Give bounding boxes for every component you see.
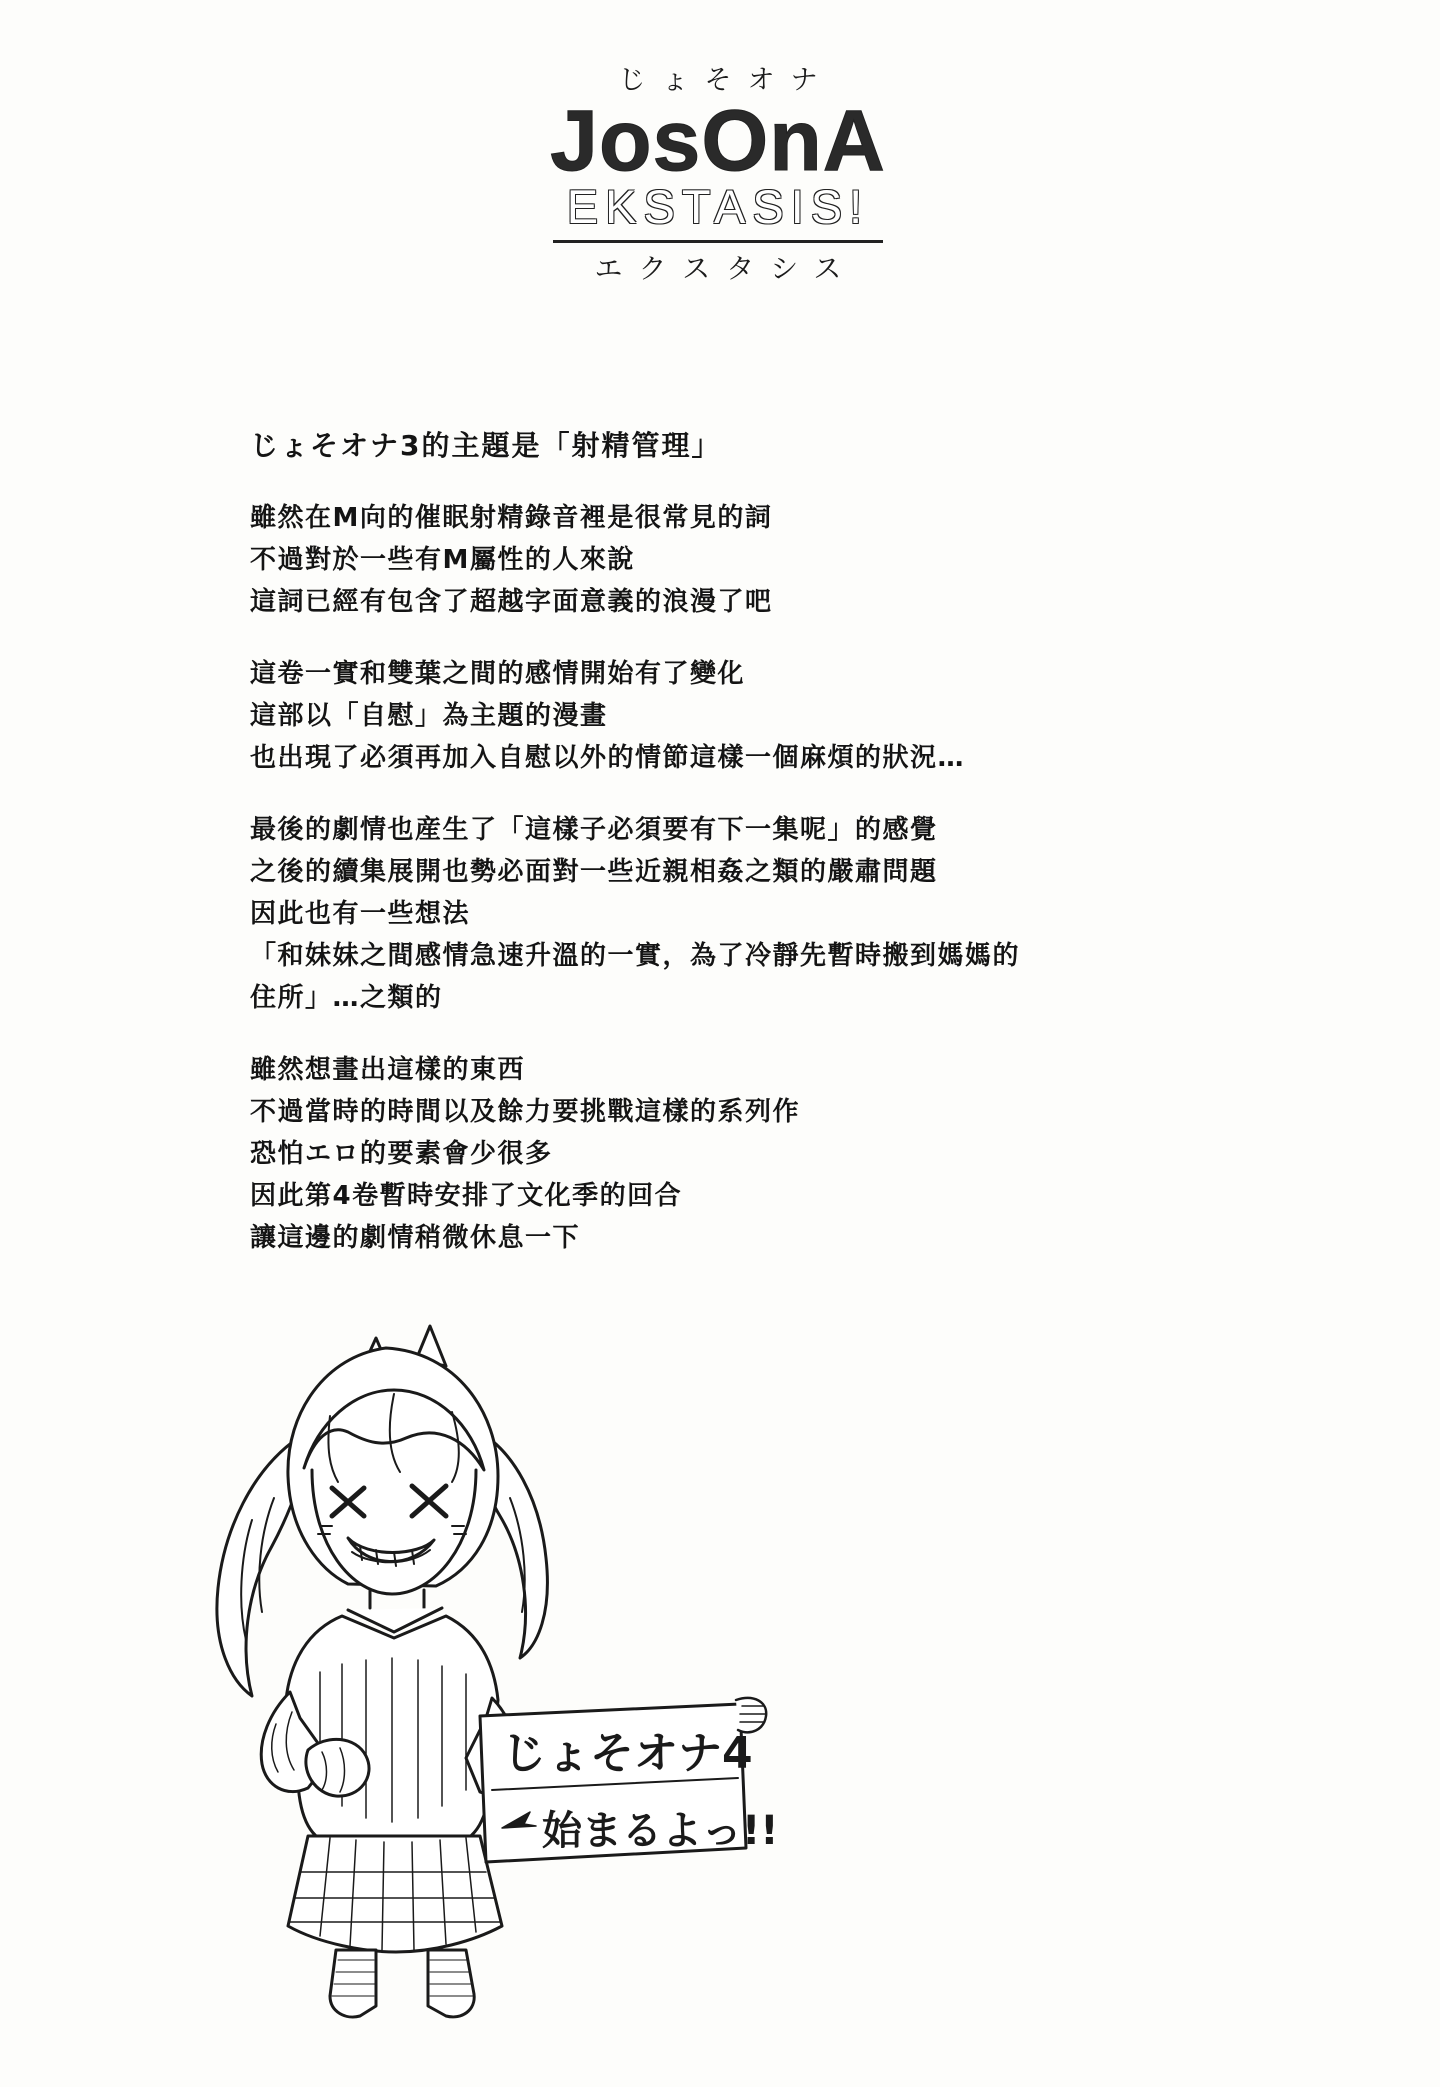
text-line: 不過當時的時間以及餘力要挑戰這樣的系列作 — [250, 1097, 801, 1127]
text-line: 之後的續集展開也勢必面對一些近親相姦之類的嚴肅問題 — [250, 857, 938, 887]
logo-furigana-bottom: エクスタシス — [594, 251, 858, 285]
text-line: 讓這邊的劇情稍微休息一下 — [250, 1223, 581, 1253]
paragraph-1 — [250, 425, 1260, 467]
text-line: 「和妹妹之間感情急速升溫的一實，為了冷靜先暫時搬到媽媽的 — [250, 941, 1021, 971]
text-line: 這卷一實和雙葉之間的感情開始有了變化 — [250, 659, 746, 689]
text-line: 住所」…之類的 — [250, 983, 443, 1013]
logo-subtitle: EKSTASIS! — [566, 179, 870, 233]
title-logo — [498, 58, 938, 287]
paragraph-5 — [250, 1049, 1260, 1259]
text-line: 雖然想畫出這樣的東西 — [250, 1055, 526, 1085]
logo-divider — [553, 240, 883, 243]
text-line: 最後的劇情也産生了「這樣子必須要有下一集呢」的感覺 — [250, 815, 938, 845]
text-line: 雖然在M向的催眠射精錄音裡是很常見的詞 — [250, 503, 773, 533]
sign-text-line-1: じょそオナ4 — [502, 1728, 753, 1779]
text-line: 因此第4卷暫時安排了文化季的回合 — [250, 1181, 683, 1211]
sign-text-line-2: 始まるよっ!! — [542, 1808, 779, 1854]
paragraph-3 — [250, 653, 1260, 779]
text-line: じょそオナ3的主題是「射精管理」 — [250, 429, 722, 462]
text-line: 因此也有一些想法 — [250, 899, 471, 929]
text-line: 這部以「自慰」為主題的漫畫 — [250, 701, 608, 731]
text-line: 恐怕エロ的要素會少很多 — [250, 1139, 553, 1169]
afterword-text — [250, 425, 1260, 1259]
paragraph-2 — [250, 497, 1260, 623]
paragraph-4 — [250, 809, 1260, 1019]
chibi-character-illustration — [180, 1320, 860, 2020]
text-line: 這詞已經有包含了超越字面意義的浪漫了吧 — [250, 587, 773, 617]
logo-furigana-top: じょそオナ — [618, 65, 834, 96]
logo-main-title: JosOnA — [550, 93, 886, 189]
text-line: 不過對於一些有M屬性的人來說 — [250, 545, 635, 575]
text-line: 也出現了必須再加入自慰以外的情節這樣一個麻煩的狀況… — [250, 743, 966, 773]
